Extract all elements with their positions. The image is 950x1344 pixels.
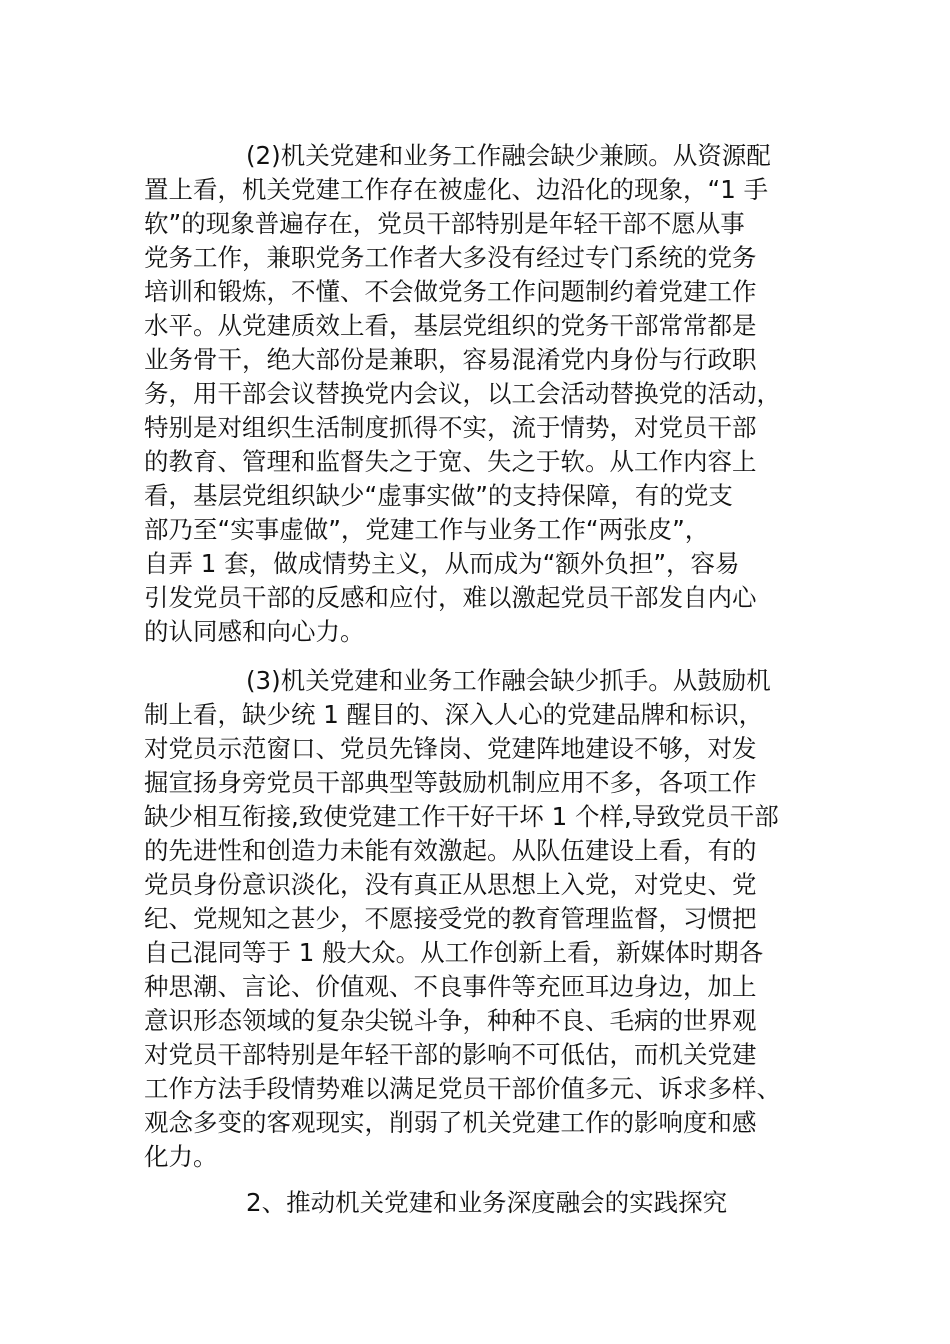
paragraph-line: 化力。 bbox=[144, 1142, 218, 1171]
paragraph-line: (2)机关党建和业务工作融会缺少兼顾。从资源配 bbox=[246, 141, 771, 170]
paragraph-line: 缺少相互衔接,致使党建工作干好干坏 1 个样,导致党员干部 bbox=[144, 802, 779, 831]
paragraph-line: 种思潮、言论、价值观、不良事件等充匝耳边身边，加上 bbox=[144, 972, 757, 1001]
paragraph-line: 水平。从党建质效上看，基层党组织的党务干部常常都是 bbox=[144, 311, 757, 340]
paragraph-line: 工作方法手段情势难以满足党员干部价值多元、诉求多样、 bbox=[144, 1074, 781, 1103]
paragraph-line: 对党员干部特别是年轻干部的影响不可低估，而机关党建 bbox=[144, 1040, 757, 1069]
paragraph-line: 置上看，机关党建工作存在被虚化、边沿化的现象，“1 手 bbox=[144, 175, 769, 204]
paragraph-line: 业务骨干，绝大部份是兼职，容易混淆党内身份与行政职 bbox=[144, 345, 757, 374]
paragraph-line: 特别是对组织生活制度抓得不实，流于情势，对党员干部 bbox=[144, 413, 757, 442]
paragraph-line: 党员身份意识淡化，没有真正从思想上入党，对党史、党 bbox=[144, 870, 757, 899]
paragraph-line: 纪、党规知之甚少，不愿接受党的教育管理监督，习惯把 bbox=[144, 904, 757, 933]
paragraph-line: 的先进性和创造力未能有效激起。从队伍建设上看，有的 bbox=[144, 836, 757, 865]
paragraph-line: 党务工作，兼职党务工作者大多没有经过专门系统的党务 bbox=[144, 243, 757, 272]
section-heading bbox=[144, 1186, 809, 1220]
paragraph-line: 掘宣扬身旁党员干部典型等鼓励机制应用不多，各项工作 bbox=[144, 768, 757, 797]
paragraph-line: 制上看，缺少统 1 醒目的、深入人心的党建品牌和标识， bbox=[144, 700, 764, 729]
paragraph-3 bbox=[144, 664, 809, 1174]
paragraph-line: 引发党员干部的反感和应付，难以激起党员干部发自内心 bbox=[144, 583, 757, 612]
paragraph-line: 软”的现象普遍存在，党员干部特别是年轻干部不愿从事 bbox=[144, 209, 745, 238]
paragraph-line: 看，基层党组织缺少“虚事实做”的支持保障，有的党支 bbox=[144, 481, 733, 510]
section-heading-text: 2、推动机关党建和业务深度融会的实践探究 bbox=[246, 1188, 728, 1217]
paragraph-2 bbox=[144, 139, 809, 649]
paragraph-line: 意识形态领域的复杂尖锐斗争，种种不良、毛病的世界观 bbox=[144, 1006, 757, 1035]
paragraph-line: 部乃至“实事虚做”，党建工作与业务工作“两张皮”， bbox=[144, 515, 710, 544]
paragraph-line: 的认同感和向心力。 bbox=[144, 617, 365, 646]
paragraph-line: 务，用干部会议替换党内会议，以工会活动替换党的活动， bbox=[144, 379, 781, 408]
paragraph-line: 自己混同等于 1 般大众。从工作创新上看，新媒体时期各 bbox=[144, 938, 764, 967]
paragraph-line: 培训和锻炼，不懂、不会做党务工作问题制约着党建工作 bbox=[144, 277, 757, 306]
paragraph-line: (3)机关党建和业务工作融会缺少抓手。从鼓励机 bbox=[246, 666, 771, 695]
paragraph-line: 观念多变的客观现实，削弱了机关党建工作的影响度和感 bbox=[144, 1108, 757, 1137]
paragraph-line: 对党员示范窗口、党员先锋岗、党建阵地建设不够，对发 bbox=[144, 734, 757, 763]
paragraph-line: 的教育、管理和监督失之于宽、失之于软。从工作内容上 bbox=[144, 447, 757, 476]
paragraph-line: 自弄 1 套，做成情势主义，从而成为“额外负担”，容易 bbox=[144, 549, 740, 578]
